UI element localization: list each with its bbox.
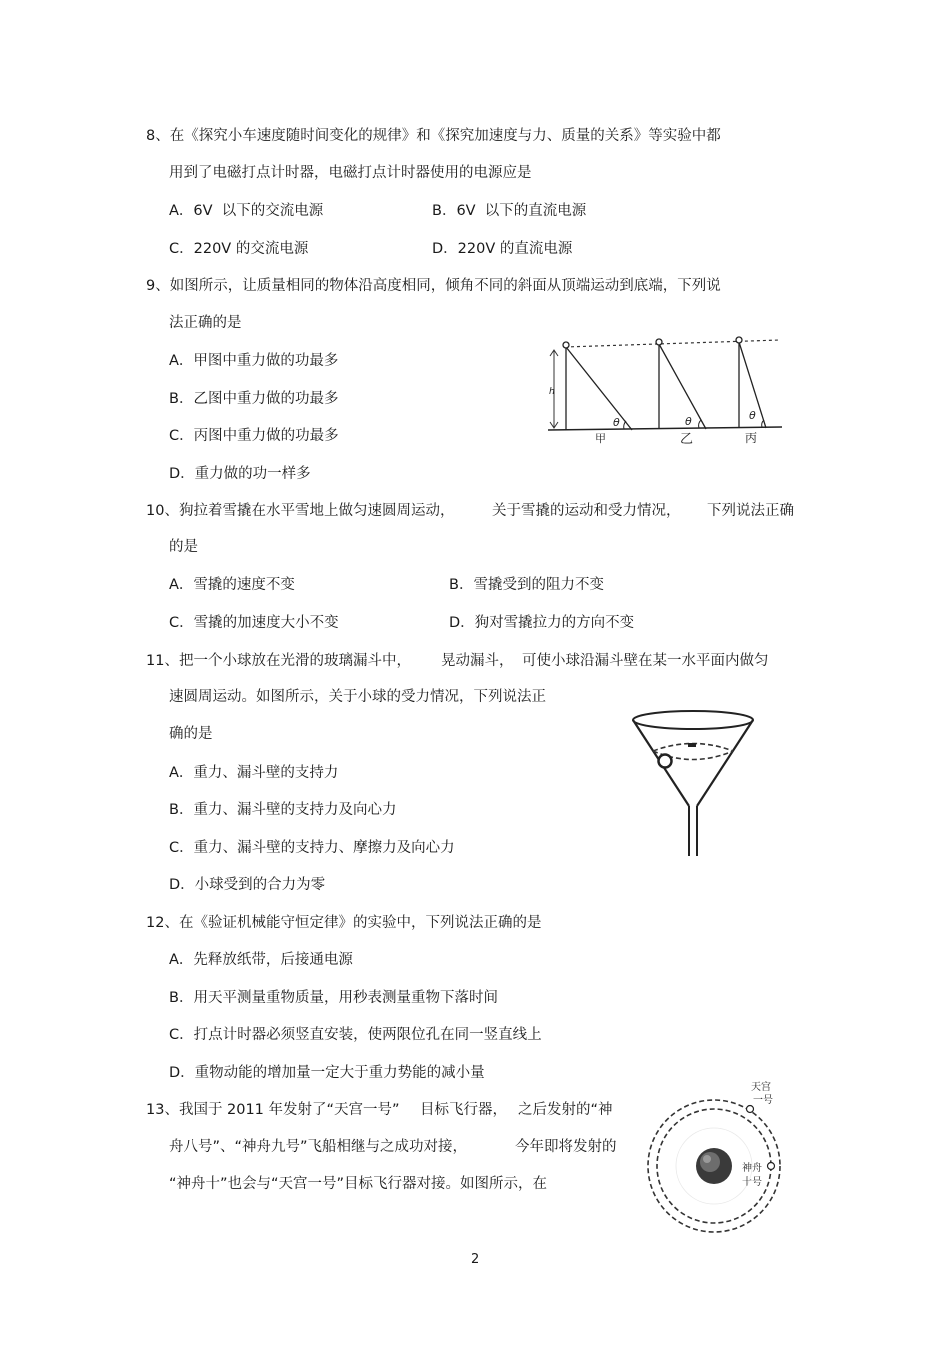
- q11-option-d: D．小球受到的合力为零: [169, 877, 326, 893]
- q11-stem-line1-part1: 11、把一个小球放在光滑的玻璃漏斗中，: [146, 653, 411, 669]
- theta-jia: θ: [613, 416, 620, 429]
- q12-stem: 12、在《验证机械能守恒定律》的实验中，下列说法正确的是: [146, 915, 542, 931]
- ground-line: [548, 427, 782, 430]
- tiangong-marker: [747, 1106, 754, 1113]
- q13-stem-line2-part1: 舟八号”、“神舟九号”飞船相继与之成功对接，: [169, 1139, 468, 1155]
- q11-stem-line1-part3: 可使小球沿漏斗壁在某一水平面内做匀: [522, 653, 769, 669]
- q10-option-b: B．雪撬受到的阻力不变: [449, 577, 604, 593]
- q8-option-a: A．6V 以下的交流电源: [169, 203, 324, 219]
- q9-option-c: C．丙图中重力做的功最多: [169, 428, 339, 444]
- q10-option-a: A．雪撬的速度不变: [169, 577, 295, 593]
- q11-option-a: A．重力、漏斗壁的支持力: [169, 765, 339, 781]
- q12-option-b: B．用天平测量重物质量，用秒表测量重物下落时间: [169, 990, 498, 1006]
- q11-option-c: C．重力、漏斗壁的支持力、摩擦力及向心力: [169, 840, 455, 856]
- q10-stem-line2: 的是: [169, 539, 198, 555]
- q8-stem-line1: 8、在《探究小车速度随时间变化的规律》和《探究加速度与力、质量的关系》等实验中都: [146, 128, 721, 144]
- q8-option-b: B．6V 以下的直流电源: [432, 203, 587, 219]
- block-jia: [563, 342, 569, 348]
- q13-stem-line3: “神舟十”也会与“天宫一号”目标飞行器对接。如图所示，在: [169, 1176, 548, 1192]
- block-bing: [736, 337, 742, 343]
- q11-stem-line1-part2: 晃动漏斗，: [441, 653, 514, 669]
- q13-stem-line1-part2: 2011 年发射了“天宫一号”: [227, 1102, 400, 1118]
- q13-stem-line1-part1: 13、我国于: [146, 1102, 223, 1118]
- q11-stem-line2: 速圆周运动。如图所示，关于小球的受力情况，下列说法正: [169, 689, 546, 705]
- tiangong-label-1: 天宫: [751, 1082, 771, 1093]
- q10-stem-line1-part2: 关于雪撬的运动和受力情况，: [492, 503, 681, 519]
- tiangong-label-2: 一号: [753, 1095, 773, 1106]
- q12-option-a: A．先释放纸带，后接通电源: [169, 952, 353, 968]
- q8-stem-line2: 用到了电磁打点计时器，电磁打点计时器使用的电源应是: [169, 165, 532, 181]
- q11-option-b: B．重力、漏斗壁的支持力及向心力: [169, 802, 397, 818]
- ball: [659, 755, 672, 768]
- shenzhou-label-1: 神舟: [742, 1163, 762, 1174]
- block-yi: [656, 339, 662, 345]
- q10-option-c: C．雪撬的加速度大小不变: [169, 615, 339, 631]
- q9-inclines-figure: [540, 330, 790, 445]
- label-yi: 乙: [680, 432, 694, 447]
- q12-option-c: C．打点计时器必须竖直安装，使两限位孔在同一竖直线上: [169, 1027, 542, 1043]
- theta-yi: θ: [685, 415, 692, 428]
- label-bing: 丙: [745, 431, 758, 445]
- q12-option-d: D．重物动能的增加量一定大于重力势能的减小量: [169, 1065, 485, 1081]
- page-number: 2: [471, 1252, 480, 1267]
- q9-stem-line1: 9、如图所示，让质量相同的物体沿高度相同，倾角不同的斜面从顶端运动到底端，下列说: [146, 278, 721, 294]
- shenzhou-label-2: 十号: [742, 1177, 762, 1188]
- label-jia: 甲: [595, 432, 606, 445]
- funnel-wall-right: [697, 720, 753, 806]
- q9-option-b: B．乙图中重力做的功最多: [169, 391, 339, 407]
- q13-stem-line1-part4: 之后发射的“神: [518, 1102, 613, 1118]
- q10-stem-line1-part3: 下列说法正确: [707, 503, 794, 519]
- q10-option-d: D．狗对雪撬拉力的方向不变: [449, 615, 635, 631]
- q11-funnel-figure: [628, 706, 763, 861]
- q13-stem-line2-part2: 今年即将发射的: [515, 1139, 617, 1155]
- q9-option-a: A．甲图中重力做的功最多: [169, 353, 339, 369]
- q9-stem-line2: 法正确的是: [169, 315, 242, 331]
- shenzhou-marker: [768, 1163, 775, 1170]
- q13-stem-line1-part3: 目标飞行器，: [420, 1102, 507, 1118]
- q8-option-d: D．220V 的直流电源: [432, 241, 573, 257]
- q11-stem-line3: 确的是: [169, 726, 213, 742]
- top-dashed-line: [565, 340, 780, 347]
- height-label: h: [549, 387, 555, 397]
- funnel-rim: [633, 711, 753, 729]
- theta-bing: θ: [749, 409, 756, 422]
- q10-stem-line1-part1: 10、狗拉着雪撬在水平雪地上做匀速圆周运动，: [146, 503, 455, 519]
- q9-option-d: D．重力做的功一样多: [169, 466, 311, 482]
- q8-option-c: C．220V 的交流电源: [169, 241, 309, 257]
- q13-orbit-figure: [640, 1075, 785, 1235]
